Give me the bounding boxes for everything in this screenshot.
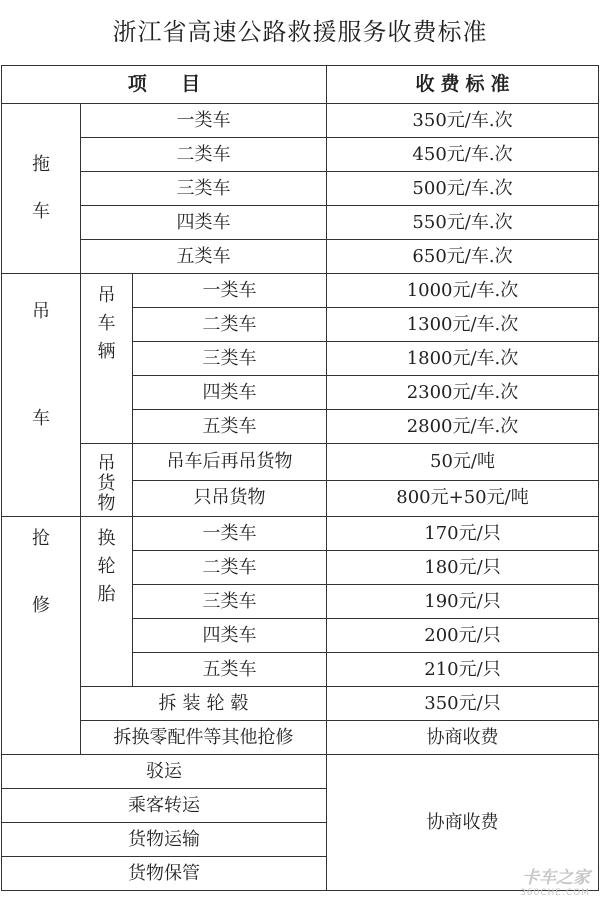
item-cell: 三类车 [81,172,327,206]
fee-cell: 450元/车.次 [327,138,599,172]
fee-cell: 50元/吨 [327,444,599,481]
table-row [2,104,599,138]
table-row [2,444,599,481]
fee-cell: 1000元/车.次 [327,274,599,308]
fee-cell: 200元/只 [327,619,599,653]
fee-cell: 1800元/车.次 [327,342,599,376]
table-row [2,172,599,206]
fee-cell: 190元/只 [327,585,599,619]
item-cell: 一类车 [133,517,327,551]
category-tow: 拖 车 [2,104,81,274]
item-cell: 吊车后再吊货物 [133,444,327,481]
item-cell-hub: 拆装轮毂 [81,687,327,721]
item-cell: 四类车 [133,376,327,410]
table-row [2,274,599,308]
page-title: 浙江省高速公路救援服务收费标准 [112,17,488,46]
item-cell: 五类车 [133,653,327,687]
subcategory-crane-cargo: 吊 货 物 [81,444,133,517]
table-row [2,138,599,172]
item-cell: 四类车 [133,619,327,653]
category-repair: 抢 修 [2,517,81,755]
header-row [2,66,599,104]
item-cell: 五类车 [81,240,327,274]
fee-cell-negotiated: 协商收费 [327,755,599,891]
table-row [2,206,599,240]
fee-cell: 210元/只 [327,653,599,687]
item-cell: 三类车 [133,585,327,619]
item-cell: 乘客转运 [2,789,327,823]
category-crane: 吊 车 [2,274,81,517]
watermark: 卡车之家 360CHE.COM [520,868,590,898]
fee-cell: 协商收费 [327,721,599,755]
fee-cell: 550元/车.次 [327,206,599,240]
header-fee: 收费标准 [327,66,599,104]
item-cell-other-repair: 拆换零配件等其他抢修 [81,721,327,755]
fee-cell: 2800元/车.次 [327,410,599,444]
table-row [2,240,599,274]
fee-cell: 2300元/车.次 [327,376,599,410]
fee-cell: 650元/车.次 [327,240,599,274]
fee-cell: 180元/只 [327,551,599,585]
item-cell: 一类车 [81,104,327,138]
item-cell: 五类车 [133,410,327,444]
item-cell: 一类车 [133,274,327,308]
fee-cell: 170元/只 [327,517,599,551]
item-cell: 货物保管 [2,857,327,891]
header-item: 项 目 [2,66,327,104]
item-cell: 四类车 [81,206,327,240]
item-cell: 二类车 [133,308,327,342]
table-row [2,517,599,551]
table-row [2,687,599,721]
item-cell: 二类车 [133,551,327,585]
subcategory-tire-change: 换 轮 胎 [81,517,133,687]
item-cell: 驳运 [2,755,327,789]
item-cell: 货物运输 [2,823,327,857]
item-cell: 三类车 [133,342,327,376]
table-row [2,755,599,789]
subcategory-crane-vehicle: 吊 车 辆 [81,274,133,444]
item-cell: 二类车 [81,138,327,172]
item-cell: 只吊货物 [133,480,327,517]
table-row [2,721,599,755]
fee-cell: 500元/车.次 [327,172,599,206]
fee-cell: 1300元/车.次 [327,308,599,342]
fee-cell: 350元/车.次 [327,104,599,138]
fee-table [1,65,599,891]
fee-cell: 350元/只 [327,687,599,721]
fee-cell: 800元+50元/吨 [327,480,599,517]
